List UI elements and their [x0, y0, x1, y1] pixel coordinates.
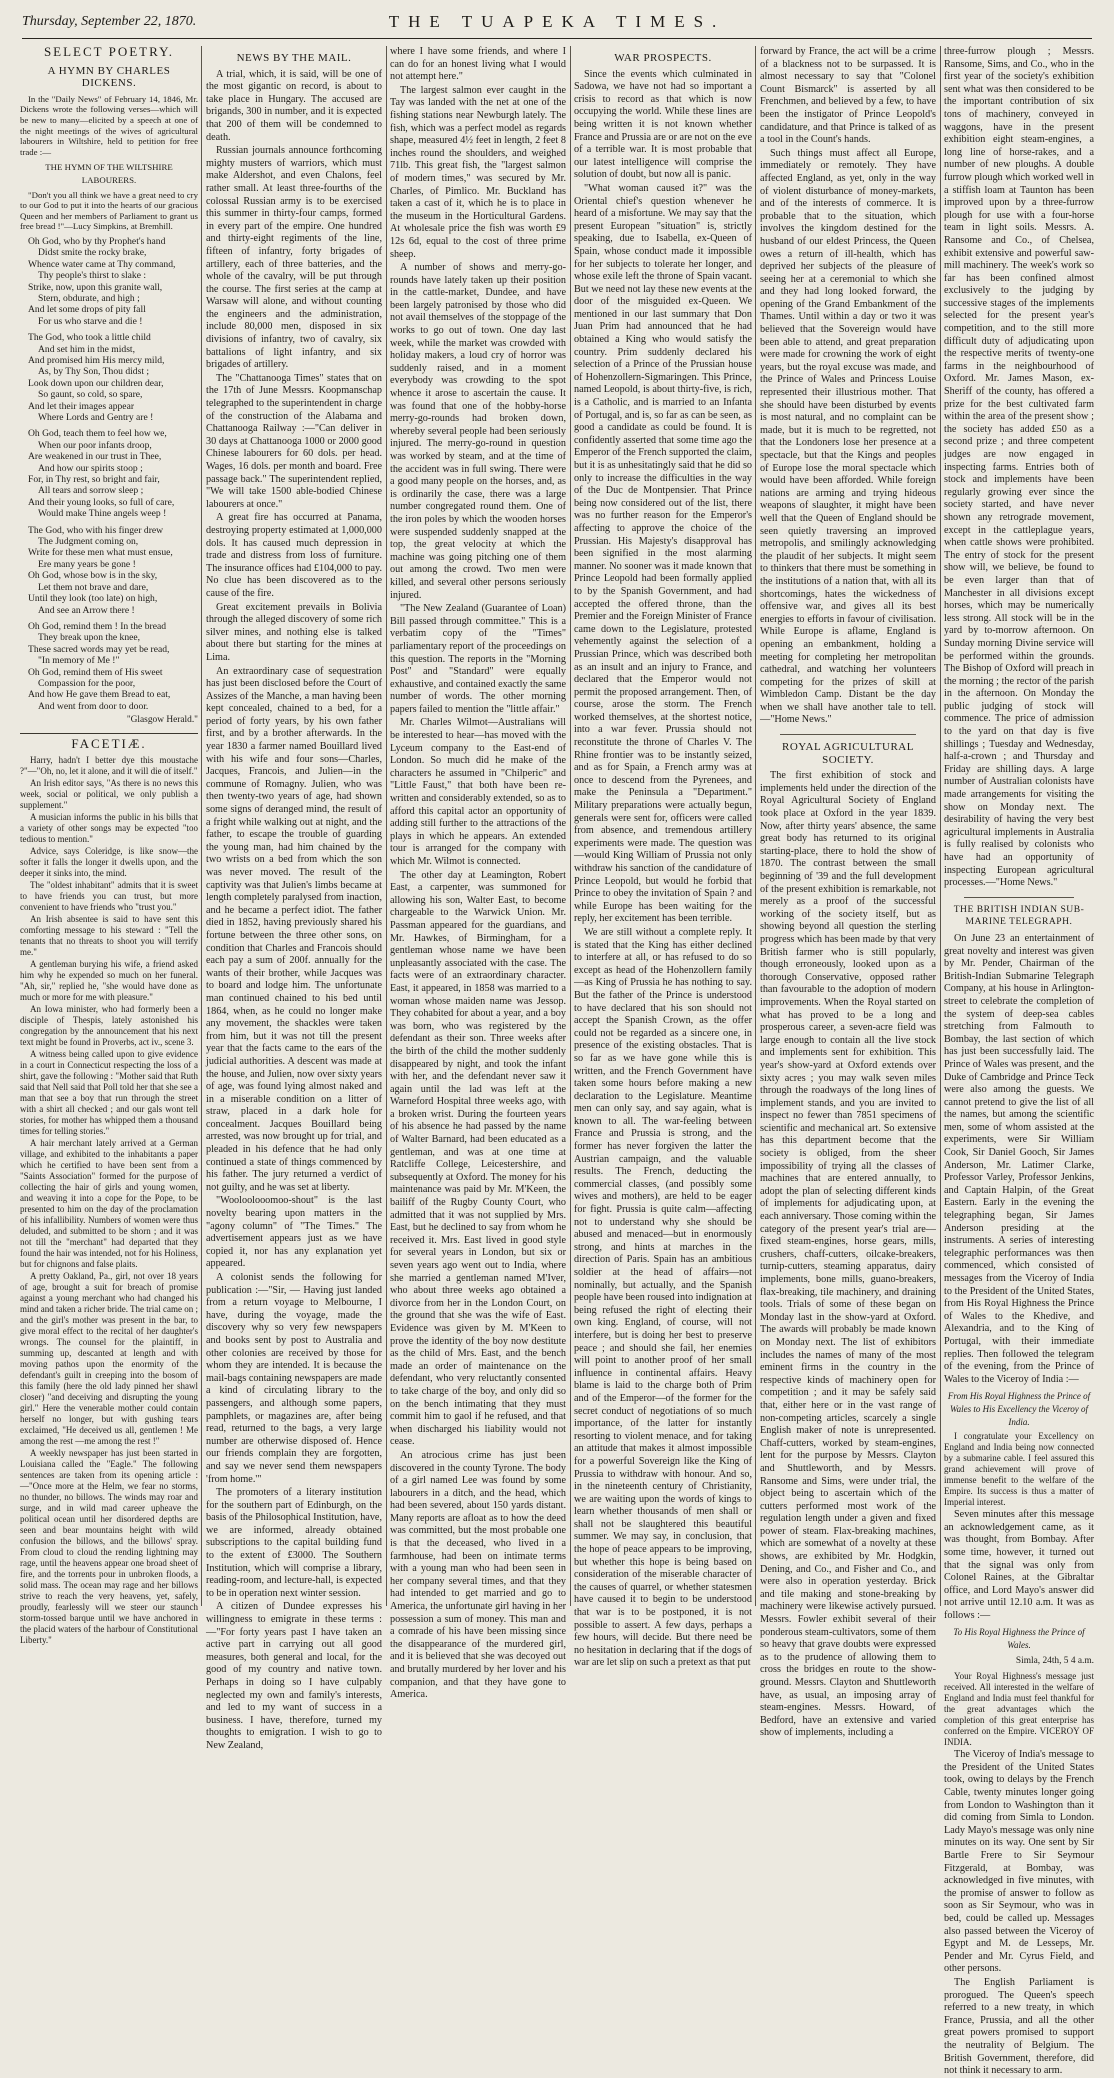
verse-line: Look down upon our children dear, [28, 377, 164, 389]
article-paragraph: An extraordinary case of sequestration has just been disclosed before the Court of Assizes of the Manche, a man having been kept concealed, chained to a bed, for a period of forty years, by his own father first, and by a brother afterwards. In the year 1830 a farmer named Bouillard lived with his wife and four sons—Charles, Jacques, Francois, and Julien—in the commune of Romagny. Julien, who was then twenty-two years of age, had shown some signs of deranged mind, the result of a fright while walking out at night, and the father, to escape the trouble of guarding the young man, had him chained by the two wrists on a bed from which the son was never moved. The result of the captivity was that Julien's limbs became at length completely paralysed from inaction, and he became a perfect idiot. The father died in 1852, having previously shared his fortune between the three other sons, on condition that Charles and Francois should each pay a sum of 200f. annually for the wants of their brother, while Jacques was to board and lodge him. The unfortunate man continued chained to his bed until 1864, when, as he could no longer make any movement, the shackles were taken from him, but it was not till the present year that the facts came to the ears of the judicial authorities. A descent was made at the house, and Julien, now over sixty years of age, was found lying almost naked and in a miserable condition on a litter of straw, placed in a dark hole for concealment. Jacques Bouillard being arrested, was now brought up for trial, and pleaded in his defence that he had only continued a state of things commenced by his father. The jury returned a verdict of not guilty, and he was set at liberty. [206, 665, 382, 1193]
verse-line: These sacred words may yet be read, [28, 643, 170, 655]
column-1 [20, 44, 199, 1646]
stanza [20, 525, 198, 616]
telegram-text: Your Royal Highness's message just received. All interested in the welfare of England and India must feel thankful for the great advantages which the completion of this great enterprise has conferred on the Empire. VICEROY OF INDIA. [944, 1671, 1094, 1748]
verse-line: Are weakened in our trust in Thee, [28, 451, 162, 463]
article-paragraph: A number of shows and merry-go-rounds have lately taken up their position in the cattle-market, Dundee, and have been largely patronised by those who did not avail themselves of the stoppage of the works to go out of town. One day last week, while the market was crowded with holiday makers, a loud cry of horror was suddenly raised, and in a moment everybody was crowding to the spot whence it arose to ascertain the cause. It was found that one of the hobby-horse merry-go-rounds had broken down, whereby several people had been seriously injured. The merry-go-round in question was worked by steam, and at the time of the accident was in full swing. There were a good many people on the horses, and, as is ordinarily the case, there was a large number congregated round them. One of the iron poles by which the wooden horses were suspended suddenly snapped at the top, the great velocity at which the machine was going pitching one of them out among the crowd. Two men were killed, and several other persons seriously injured. [390, 262, 566, 601]
facetiae-item: A musician informs the public in his bills that a variety of other songs may be expected "too tedious to mention." [20, 812, 198, 845]
verse-line: And let their images appear [28, 400, 135, 412]
article-paragraph: A great fire has occurred at Panama, destroying property estimated at 1,000,000 dols. It has caused much depression in trade and distress from loss of furniture. The insurance offices had £104,000 to pay. No clue has been discovered as to the cause of the fire. [206, 512, 382, 599]
facetiae-item: Harry, hadn't I better dye this moustache ?"—"Oh, no, let it alone, and it will die of itself." [20, 755, 198, 777]
verse-line: Where Lords and Gentry are ! [38, 412, 154, 423]
article-paragraph: An atrocious crime has just been discovered in the county Tyrone. The body of a girl named Lee was found by some labourers in a ditch, and the head, which had been severed, about 150 yards distant. Many reports are afloat as to how the deed was committed, but the most probable one is that the deceased, who lived in a farmhouse, had been on intimate terms with a young man who had been seen in her company several times, and that they had intended to get married and go to America, the unfortunate girl having in her possession a sum of money. This man and a comrade of his have been missing since the disappearance of the murdered girl, and it is believed that she was decoyed out and brutally murdered by her lover and his companion, and that they have gone to America. [390, 1449, 566, 1701]
telegram-text: I congratulate your Excellency on England and India being now connected by a submarine cable. I feel assured this grand achievement will prove of immense benefit to the welfare of the Empire. Its success is thus a matter of Imperial interest. [944, 1431, 1094, 1508]
verse-line: And went from door to door. [38, 700, 149, 712]
poem-subtitle: THE HYMN OF THE WILTSHIRE LABOURERS. [45, 162, 173, 185]
verse-line: Ere many years be gone ! [38, 558, 136, 570]
telegram-heading: From His Royal Highness the Prince of Wales to His Excellency the Viceroy of India. [947, 1391, 1091, 1427]
verse-line: Until they look (too late) on high, [28, 593, 158, 605]
article-paragraph: Russian journals announce forthcoming mighty musters of warriors, which must make Aldershot, and even Chalons, feel rather small. At least three-fourths of the colossal Russian army is to be exercised this summer in thirty-four camps, formed in every part of the empire. One hundred and thirty-eight regiments of the line, fifteen of infantry, forty brigades of artillery, each of three batteries, and the whole of the cavalry, will be put through the course. The first series at the camp at Warsaw will alone, and without counting the engineers and the administration, include 80,000 men, disposed in six divisions of infantry, two of cavalry, six battalions of light infantry, and six brigades of artillery. [206, 145, 382, 371]
facetiae-item: A witness being called upon to give evidence in a court in Connecticut respecting the loss of a shirt, gave the following : "Mother said that Ruth said that Nell said that Poll told her that she see a man that see a boy that run through the street with a shirt all checked ; and our gals wont tell stories, for mother has whipped them a thousand times for telling stories." [20, 1049, 198, 1137]
stanza [20, 236, 198, 327]
facetiae-item: Advice, says Coleridge, is like snow—the softer it falls the longer it dwells upon, and the deeper it sinks into, the mind. [20, 846, 198, 879]
verse-line: Compassion for the poor, [38, 677, 136, 689]
column-4 [574, 46, 752, 1669]
facetiae-item: The "oldest inhabitant" admits that it is sweet to have friends you can trust, but more convenient to have friends who "trust you." [20, 880, 198, 913]
verse-line: Thy people's thirst to slake : [38, 270, 147, 282]
article-paragraph: Such things must affect all Europe, immediately or remotely. They have affected England, as yet, only in the way of violent disturbance of money-markets, and of the interests of commerce. It is probable that to the situation, which involves the kingdom destined for the husband of our eldest Princess, the Queen owes a return of ill-health, which has deprived her subjects of the pleasure of seeing her at a ceremonial to which she and they had long looked forward, the opening of the Grand Embankment of the Thames. Until within a day or two it was believed that the Sovereign would have been able to attend, and great preparation were made for crowning the work of eight years, but the royal excuse was made, and the Prince of Wales and Princess Louise represented their illustrious mother. That she should have been disturbed by events is most natural, and no complaint can be made, but it is much to be regretted, not that the Londoners lose her presence at a spectacle, but that the Kings and peoples of Europe lose the moral spectacle which would have been afforded. While foreign nations are arming and trying hideous weapons of slaughter, it might have been well that the Queen of England should be seen quietly traversing an improved metropolis, and smilingly acknowledging the plaudit of her subjects. It might seem to thinkers that there must be something in the institutions of a nation that, with all its shortcomings, hates the wickedness of offensive war, and gives all its best energies to efforts in favour of civilisation. While Europe is aflame, England is opening an embankment, holding a meeting for completing her metropolitan cathedral, and watching her volunteers competing for the prizes of skill at Wimbledon Camp. Distant be the day when we shall have another tale to tell.—"Home News." [760, 147, 936, 726]
verse-line: And see an Arrow there ! [38, 604, 135, 616]
facetiae-item: A hair merchant lately arrived at a German village, and exhibited to the inhabitants a paper which he certified to have been sent from a "Saints Association" formed for the purpose of collecting the hair of girls and young women, and weaving it into a cope for the Pope, to be presented to him on the day of the proclamation of his infallibility. Numbers of women were thus deluded, and submitted to be shorn ; and it was not till the "merchant" had departed that they found the hair was intended, not for his Holiness, but for chignons and false plaits. [20, 1138, 198, 1270]
column-rule [201, 46, 202, 1606]
column-rule [570, 46, 571, 1606]
stanza [20, 428, 198, 519]
section-title-royal-agricultural-society: ROYAL AGRICULTURAL SOCIETY. [782, 741, 914, 766]
verse-line: And how our spirits stoop ; [38, 462, 143, 474]
masthead [22, 12, 1092, 39]
article-paragraph: The other day at Leamington, Robert East, a carpenter, was summoned for allowing his son, Walter East, to become chargeable to the Warwick Union. Mr. Passman appeared for the guardians, and Mr. Hawkes, of Birmingham, for a gentleman whose name we have been unpleasantly associated with the case. The facts were of an extraordinary character. East, it appeared, in 1858 was married to a woman whose maiden name was Jessop. They cohabited for about a year, and a boy was born, who was registered by the defendant as their son. Three weeks after the birth of the child the mother suddenly disappeared by night, and took the infant with her, and the defendant never saw it again until the lad was left at the Warneford Hospital three weeks ago, with a broken wrist. During the fourteen years of his absence he had passed by the name of Walter Barnard, had been educated as a gentleman, and was at one time at Ratcliffe College, Leicestershire, and subsequently at Oxford. The money for his maintenance was paid by Mr. M'Keen, the bailiff of the Rugby County Court, who admitted that it was not supplied by Mrs. East, but he declined to say from whom he received it. Mrs. East lived in good style for several years in London, but six or seven years ago went out to India, where she married a gentleman named M'Iver, who about three weeks ago obtained a divorce from her in the London Court, on the ground that she was the wife of East. Evidence was given by M. M'Keen to prove the identity of the boy now destitute as the child of Mrs. East, and the bench made an order of maintenance on the defendant, who very reluctantly consented to take charge of the boy, and only did so on the bench intimating that they must commit him to gaol if he refused, and that when discharged his liability would not cease. [390, 869, 566, 1448]
verse-line: Whence water came at Thy command, [28, 258, 176, 270]
article-paragraph: The Viceroy of India's message to the President of the United States took, owing to delays by the French Cable, twenty minutes longer going from London to Washington than it did coming from Simla to London. Lady Mayo's message was only nine minutes on its way. One sent by Sir Bartle Frere to Sir Seymour Fitzgerald, at Bombay, was acknowledged in five minutes, with the promise of answer to follow as soon as Sir Seymour, who was in bed, could be called up. Messages also passed between the Viceroy of Egypt and M. de Lesseps, Mr. Pender and Mr. Cyrus Field, and other persons. [944, 1749, 1094, 1975]
stanza [20, 332, 198, 423]
article-paragraph: forward by France, the act will be a crime of a blackness not to be surpassed. It is almost necessary to say that "Colonel Count Bismarck" is asserted by all Frenchmen, and believed by a few, to have been the instigator of Prince Leopold's candidature, and that Prince is talked of as a tool in the Count's hands. [760, 46, 936, 146]
verse-line: For us who starve and die ! [38, 315, 143, 327]
article-paragraph: The English Parliament is prorogued. The Queen's speech referred to a new treaty, in which France, Prussia, and all the other great powers promised to support the neutrality of Belgium. The British Government, therefore, did not think it necessary to arm. [944, 1976, 1094, 2077]
facetiae-item: An Irish editor says, "As there is no news this week, social or political, we only publish a supplement." [20, 778, 198, 811]
verse-line: "In memory of Me !" [38, 655, 120, 667]
section-divider [20, 733, 198, 734]
article-paragraph: Mr. Charles Wilmot—Australians will be interested to hear—has moved with the Lyceum company to the East-end of London. So much did he make of the characters he assumed in "Chilperic" and "Little Faust," that both have been re-written and considerably extended, so as to afford this capital actor an opportunity of adding still further to the attractions of the plays in which he appears. An extended tour is arranged for the company with which Mr. Wilmot is connected. [390, 717, 566, 867]
verse-line: And promised him His mercy mild, [28, 354, 165, 366]
poem-intro: In the "Daily News" of February 14, 1846, Mr. Dickens wrote the following verses—which will be new to many—elicited by a speech at one of the night meetings of the wives of agricultural labourers in Wiltshire, held to petition for free trade :— [20, 93, 198, 157]
article-paragraph: The first exhibition of stock and implements held under the direction of the Royal Agricultural Society of England took place at Oxford in the year 1839. Now, after thirty years' absence, the same great body has returned to its original starting-place, there to hold the show of 1870. The contrast between the small beginning of '39 and the full development of the present exhibition is remarkable, not merely as a proof of the successful working of the society itself, but as showing beyond all question the sterling progress which has been made by that very British farmer who is still popularly, though erroneously, looked upon as a thorough Conservative, opposed rather than favourable to the adoption of modern improvements. When the Royal started on what has proved to be a long and prosperous career, a seven-acre field was large enough to contain all the live stock and implements sent for exhibition. This year's show-yard at Oxford extends over sixty acres ; you may walk seven miles through the roadways of the long lines of implement stands, and you are invited to inspect no fewer than 7851 specimens of scientific and mechanical art. So extensive has this department become that the society is obliged, from the sheer impossibility of trying all the classes of machines that are entered annually, to adopt the plan of selecting different kinds of implements for adjudicating upon, at each anniversary. Those coming within the category of the present year's trial are—fixed steam-engines, horse gears, mills, crushers, chaff-cutters, oilcake-breakers, turnip-cutters, steaming apparatus, dairy implements, bone mills, guano-breakers, flax-breaking, tile machinery, and draining tools. Trials of some of these began on Monday last in the show-yard at Oxford. The awards will probably be made known on Monday next. The list of exhibitors includes the names of many of the most eminent firms in the country in the respective kinds of machinery open for competition ; and it may be safely said that, either here or in the vast range of non-competing articles, scarcely a single English maker of note is unrepresented. Chaff-cutters, worked by steam-engines, lent for the purpose by Messrs. Clayton and Shuttleworth, and by Messrs. Ransome and Sims, were under trial, the object being to ascertain which of the cutters performed most work of the regulation length under a given and fixed power of steam. Flax-breaking machines, which are somewhat of a novelty at these shows, are exhibited by Mr. Hodgkin, Dening, and Co., and Fisher and Co., and were also in operation yesterday. Brick and tile making and stone-breaking by machinery were likewise actively pursued. Messrs. Fowler exhibit several of their ponderous steam-cultivators, some of them so heavy that grave doubts were expressed as to the prudence of allowing them to cross the bridges en route to the show-ground. Messrs. Clayton and Shuttleworth have, as usual, an imposing array of steam-engines. Messrs. Howard, of Bedford, have an extensive and varied show of implements, including a [760, 770, 936, 1739]
verse-line: They break upon the knee, [38, 632, 141, 644]
poem-epigraph: "Don't you all think we have a great need to cry to our God to put it into the hearts of our gracious Queen and her members of Parliament to grant us free bread !"—Lucy Simpkins, at Bremhill. [20, 189, 198, 232]
telegram-date: Simla, 24th, 5 4 a.m. [1015, 1655, 1094, 1666]
verse-line: Let them not brave and dare, [38, 581, 149, 593]
article-paragraph: The "Chattanooga Times" states that on the 17th of June Messrs. Koopmanschap telegraphed to the superintendent in charge of the construction of the Alabama and Chattanooga Railway :—"Can deliver in 30 days at Chattanooga 1000 or 2000 good Chinese labourers for 60 dols. per head. Wages, 16 dols. per month and board. Free passage back." The superintendent replied, "We will take 1500 able-bodied Chinese labourers at once." [206, 372, 382, 510]
verse-line: Write for these men what must ensue, [28, 547, 173, 559]
article-paragraph: "What woman caused it?" was the Oriental chief's question whenever he heard of a misfortune. We may say that the present European "situation" is, strictly speaking, due to Isabella, ex-Queen of Spain, whose conduct made it impossible for her subjects to tolerate her longer, and whose exile left the throne of Spain vacant. But we need not lay these new events at the door of the misguided ex-Queen. We mentioned in our last summary that Don Juan Prim had announced that he had obtained a King who would satisfy the country. Prim suddenly declared his selection of a Prince of the Prussian house of Hohenzollern-Sigmaringen. This Prince, named Leopold, is about thirty-five, is rich, is a Catholic, and is married to an Infanta of Portugal, and is, so far as can be seen, as good a candidate as could be found. It is confidently asserted that some time ago the Emperor of the French supported the claim, but it is as unhesitatingly said that he did so only to increase the difficulties in the way of the Duc de Montpensier. That Prince being now considered out of the list, there was no further reason for the Emperor's affecting to approve the choice of the Prussian. His Majesty's disapproval has been signified in the most alarming manner. No sooner was it made known that Prince Leopold had been formally applied to by the Spanish Government, and had accepted the offered throne, than the Premier and the Foreign Minister of France came down to the Legislature, protested vehemently against the selection of a Prussian Prince, which was described both as an insult and an injury to France, and declared that the Emperor would not permit the proposed arrangement. Then, of course, arose the storm. The French worked themselves, at the shortest notice, into a war fever. Prussia should not reconstitute the throne of Charles V. The Rhine frontier was to be instantly seized, and as for Spain, a French army was at once to descend from the Pyrenees, and make the Peninsula a "Department." Military preparations were actually begun, generals were sent for, officers were called from absence, and tremendous artillery experiments were made. The question was—would King William of Prussia not only withdraw his sanction of the candidature of Prince Leopold, but would he forbid that Prince to obey the invitation of Spain ? and while Europe has been waiting for the reply, her excitement has been terrible. [574, 182, 752, 925]
verse-line: Didst smite the rocky brake, [38, 247, 147, 259]
article-paragraph: On June 23 an entertainment of great novelty and interest was given by Mr. Pender, Chairman of the British-Indian Submarine Telegraph Company, at his house in Arlington-street to celebrate the completion of the system of deep-sea cables stretching from Falmouth to Bombay, the last section of which has just been successfully laid. The Prince of Wales was present, and the Duke of Cambridge and Prince Teck were also among the guests. We cannot pretend to give the list of all the names, but among the scientific men, some of whom assisted at the experiments, were Sir William Cook, Sir Daniel Gooch, Sir James Anderson, Mr. Latimer Clarke, Professor Varley, Professor Jenkins, and Captain Halpin, of the Great Eastern. Early in the evening the telegraphing began, Sir James Anderson presiding at the instruments. A series of interesting telegraphic performances was then commenced, which consisted of messages from the Viceroy of India to the President of the United States, from His Royal Highness the Prince of Wales to the Khedive, and Alexandria, and to the King of Portugal, with their immediate replies. Then followed the telegram of the evening, from the Prince of Wales to the Viceroy of India :— [944, 932, 1094, 1385]
section-title-poetry: SELECT POETRY. [43, 44, 175, 59]
section-divider [780, 734, 916, 735]
facetiae-item: A weekly newspaper has just been started in Louisiana called the "Eagle." The following sentences are taken from its opening article :—"Once more at the Helm, we fear no storms, no thunder, no billows. The winds may roar and surge, and in wild mad career upheave the political ocean until her disordered depths are seen and bear mountains height with wild confusion the billows, and the billows' spray. From cloud to cloud the rending lightning may rage, until the heavens appear one broad sheet of fire, and the torrents pour in unbroken floods, a solid mass. The ocean may rage and her billows strive to reach the very heavens, yet, safely, proudly, fearlessly will we steer our staunch storm-tossed barque until we have anchored in the placid waters of the harbour of Constitutional Liberty." [20, 1448, 198, 1646]
section-title-british-indian-telegraph: THE BRITISH INDIAN SUB-MARINE TELEGRAPH. [953, 903, 1085, 928]
verse-line: Oh God, teach them to feel how we, [28, 428, 167, 440]
article-paragraph: "The New Zealand (Guarantee of Loan) Bill passed through committee." This is a verbatim copy of the "Times" parliamentary report of the proceedings on this question. The reports in the "Morning Post" and "Standard" were equally exhaustive, and contained exactly the same number of words. The other morning papers failed to mention the "little affair." [390, 603, 566, 715]
column-3 [390, 46, 566, 1701]
verse-line: Oh God, remind them of His sweet [28, 666, 163, 678]
article-paragraph: The promoters of a literary institution for the southern part of Edinburgh, on the basis of the Philosophical Institution, have, we are informed, already obtained subscriptions to the capital building fund to the extent of £3000. The Southern Institution, which will comprise a library, reading-room, and lecture-hall, is expected to be in operation next winter session. [206, 1487, 382, 1599]
article-paragraph: "Wooloolooomoo-shout" is the last novelty bearing upon matters in the "agony column" of "The Times." The advertisement appears just as we have copied it, nor has any explanation yet appeared. [206, 1195, 382, 1270]
article-paragraph: Since the events which culminated in Sadowa, we have not had so important a crisis to record as that which is now occupying the world. While these lines are being written it is not known whether France and Prussia are or are not on the eve of a terrible war. It is most probable that our latest intelligence will comprise the solution of doubt, but now all is panic. [574, 68, 752, 181]
facetiae-item: A gentleman burying his wife, a friend asked him why he expended so much on her funeral. "Ah, sir," replied he, "she would have done as much or more for me with pleasure." [20, 959, 198, 1003]
telegram-heading: To His Royal Highness the Prince of Wales. [953, 1627, 1085, 1651]
verse-line: As, by Thy Son, Thou didst ; [38, 366, 150, 378]
article-paragraph: A colonist sends the following for publication :—"Sir, — Having just landed from a return voyage to Melbourne, I have, during the voyage, made the discovery why so very few newspapers and books sent by post to Australia and other colonies are received by those for whom they are intended. It is because the mail-bags containing newspapers are made a kind of circulating library to the passengers, and although some papers, pamphlets, or magazines are, after being read, returned to the bags, a very large number are otherwise disposed of. Hence our friends complain they are forgotten, and say we never send them newspapers 'from home.'" [206, 1272, 382, 1485]
column-6 [944, 46, 1094, 2077]
verse-line: So gaunt, so cold, so spare, [38, 389, 143, 401]
article-paragraph: Seven minutes after this message an acknowledgement came, as it was thought, from Bombay. After some time, however, it turned out that the signal was only from Colonel Raines, at the Gibraltar office, and Lord Mayo's answer did not arrive until 12.10 a.m. It was as follows :— [944, 1509, 1094, 1621]
verse-line: The God, who with his finger drew [28, 524, 164, 536]
newspaper-title: THE TUAPEKA TIMES. [388, 12, 726, 31]
verse-line: All tears and sorrow sleep ; [38, 485, 144, 497]
issue-date: Thursday, September 22, 1870. [22, 14, 197, 29]
verse-line: And let some drops of pity fall [28, 304, 146, 316]
article-paragraph: A citizen of Dundee expresses his willingness to emigrate in these terms :—"For forty years past I have taken an active part in carrying out all good measures, both general and local, for the good of my country and native town. Perhaps in doing so I have culpably neglected my own and family's interests, and led to my want of success in a business. I have, therefore, turned my thoughts to emigration. I wish to go to New Zealand, [206, 1601, 382, 1751]
poem-title: A HYMN BY CHARLES DICKENS. [47, 64, 171, 90]
article-paragraph: three-furrow plough ; Messrs. Ransome, Sims, and Co., who in the first year of the society's exhibition sent what was then considered to be the important contribution of six tons of machinery, conveyed in waggons, have in the present exhibition eight steam-engines, a long line of horse-rakes, and a number of new ploughs. A double furrow plough which worked well in a stiffish loam at Taunton has been improved upon by a three-furrow plough for use with a four-horse team in light soils. Messrs. A. Ransome and Co., of Chelsea, exhibit extensive and powerful saw-mill machinery. The week's work so far has been confined almost exclusively to the judging by successive stages of the implements selected for the present year's competition, and to the still more difficult duty of adjudicating upon the respective merits of twenty-one farms in the neighbourhood of Oxford. Mr. James Mason, ex-Sheriff of the county, has offered a prize for the best cultivated farm within the area of the present show ; the society has added £50 as a second prize ; and three competent judges are now engaged in inspecting farms. Entries both of stock and implements have been regularly growing ever since the society started, and have never shown any retrograde movement, except in the cattleplague years, when cattle shows were prohibited. The entry of stock for the present show will, we believe, be found to be even larger than that of Manchester in all divisions except horses, which may be numerically less strong. All stock will be in the yard by to-morrow afternoon. On Sunday morning Divine service will be performed within the grounds. The Bishop of Oxford will preach in the morning ; the rector of the parish in the afternoon. On Monday the public judging of stock will commence. The price of admission to the yard on that day is five shillings ; Tuesday and Wednesday, half-a-crown ; and Thursday and Friday are shilling days. A large number of Australian colonists have made arrangements for visiting the show on Monday next. The desirability of having the very best agricultural implements in Australia is fully realised by colonists who have had an opportunity of inspecting European agricultural processes.—"Home News." [944, 46, 1094, 889]
verse-line: Stern, obdurate, and high ; [38, 292, 140, 304]
article-paragraph: The largest salmon ever caught in the Tay was landed with the net at one of the fishing stations near Newburgh lately. The fish, which was a perfect model as regards shape, measured 4½ feet in length, 2 feet 8 inches round the shoulders, and weighed 71lb. This great fish, the "largest salmon of modern times," was secured by Mr. Charles, of Pimlico. Mr. Buckland has taken a cast of it, which he is to place in the museum in the Horticultural Gardens. At wholesale price the fish was worth £9 12s 6d, equal to the cost of three prime sheep. [390, 84, 566, 260]
poem-body [20, 236, 198, 712]
facetiae-item: An Irish absentee is said to have sent this comforting message to his steward : "Tell the tenants that no threats to shoot you will terrify me." [20, 914, 198, 958]
article-paragraph: A trial, which, it is said, will be one of the most gigantic on record, is about to take place in Hungary. The accused are brigands, 300 in number, and it is expected that 200 of them will be condemned to death. [206, 68, 382, 143]
verse-line: And how He gave them Bread to eat, [28, 689, 171, 701]
verse-line: Oh God, whose bow is in the sky, [28, 570, 158, 582]
column-2 [206, 46, 382, 1751]
section-title-facetiae: FACETIÆ. [71, 735, 147, 751]
poem-source: "Glasgow Herald." [126, 715, 198, 726]
verse-line: For, in Thy rest, so bright and fair, [28, 474, 160, 486]
verse-line: And set him in the midst, [38, 343, 136, 355]
verse-line: The God, who took a little child [28, 332, 151, 344]
verse-line: The Judgment coming on, [38, 536, 139, 548]
article-paragraph: Great excitement prevails in Bolivia through the alleged discovery of some rich silver mines, and nothing else is talked about there but starting for the mines at Lima. [206, 601, 382, 663]
stanza [20, 621, 198, 712]
section-title-news-by-mail: NEWS BY THE MAIL. [236, 52, 352, 64]
column-rule [940, 46, 941, 1606]
verse-line: Oh God, remind them ! In the bread [28, 620, 167, 632]
facetiae-item: A pretty Oakland, Pa., girl, not over 18 years of age, brought a suit for breach of promise against a young merchant who had changed his mind and taken a richer bride. The trial came on ; and the girl's mother was present in the bar, to give moral effect to the recital of her daughter's wrongs. The counsel for the plaintiff, in summing up, descanted at length and with moving pathos upon the enormity of the defendant's guilt in creeping into the bosom of this family (here the old lady pinned her shawl closer) "and deceiving and disrupting the young girl." Here the venerable mother could contain herself no longer, but with gushing tears exclaimed, "He deceived us all, gentlemen ! Me among the rest —me among the rest !" [20, 1271, 199, 1447]
article-paragraph: where I have some friends, and where I can do for an honest living what I would not attempt here." [390, 46, 566, 83]
facetiae-item: An Iowa minister, who had formerly been a disciple of Thespis, lately astonished his congregation by the announcement that his next text might be found in Proverbs, act iv., scene 3. [20, 1004, 198, 1048]
column-5 [760, 46, 936, 1739]
verse-line: When our poor infants droop, [38, 439, 152, 451]
verse-line: Strike, now, upon this granite wall, [28, 281, 163, 293]
article-paragraph: We are still without a complete reply. It is stated that the King has either declined to interfere at all, or has refused to do so except as head of the Hohenzollern family—as King of Prussia he has nothing to say. But the father of the Prince is understood to have declared that his son should not accept the Spanish Crown, as the offer could not be regarded as a sincere one, in presence of the existing obstacles. That is so far as we have gone while this is written, and the French Government have taken some hours before making a new declaration to the Legislature. Meantime men can only say, and say again, what is known to all. The war-feeling between France and Prussia is strong, and the former has never forgiven the latter the Austrian campaign, and the valuable results. The French, deducting the commercial classes, (and possibly some wives and mothers), are held to be eager for fight. Prussia is quite calm—affecting not to understand why she should be abused and menaced—but in enormously strong, and hints at marches in the direction of Paris. Spain has an ambitious soldier at the head of affairs—not nominally, but actually, and the Spanish people have been roused into indignation at being refused the right of electing their own king. England, of course, will not interfere, but is doing her best to preserve peace ; and should she fail, her enemies will point to another proof of her small influence in continental affairs. Heavy blame is laid to the charge both of Prim and of the Emperor—of the former for the secret conduct of negotiations of so much importance, of the latter for instantly resorting to violent menace, and for taking an attitude that makes it almost impossible for a powerful Sovereign like the King of Prussia to withdraw with honour. And so, in the nineteenth century of Christianity, we are waiting upon the words of kings to learn whether thousands of men shall or shall not be slaughtered this beautiful summer. We may say, in conclusion, that the hope of peace appears to be improving, but whether this hope is being based on consideration of the miserable character of the causes of quarrel, or whether statesmen have caused it to begin to be understood that war is to be postponed, it is not possible to assert. A few days, perhaps a few hours, will decide. But there need be no hesitation in declaring that if the dogs of war are let slip on such a pretext as that put [574, 926, 752, 1669]
verse-line: And their young looks, so full of care, [28, 496, 175, 508]
section-title-war-prospects: WAR PROSPECTS. [614, 52, 712, 64]
column-rule [755, 46, 756, 1606]
facetiae-list [20, 755, 198, 1646]
verse-line: Oh God, who by thy Prophet's hand [28, 235, 166, 247]
section-divider [964, 897, 1074, 898]
column-rule [386, 46, 387, 1606]
verse-line: Would make Thine angels weep ! [38, 508, 167, 520]
